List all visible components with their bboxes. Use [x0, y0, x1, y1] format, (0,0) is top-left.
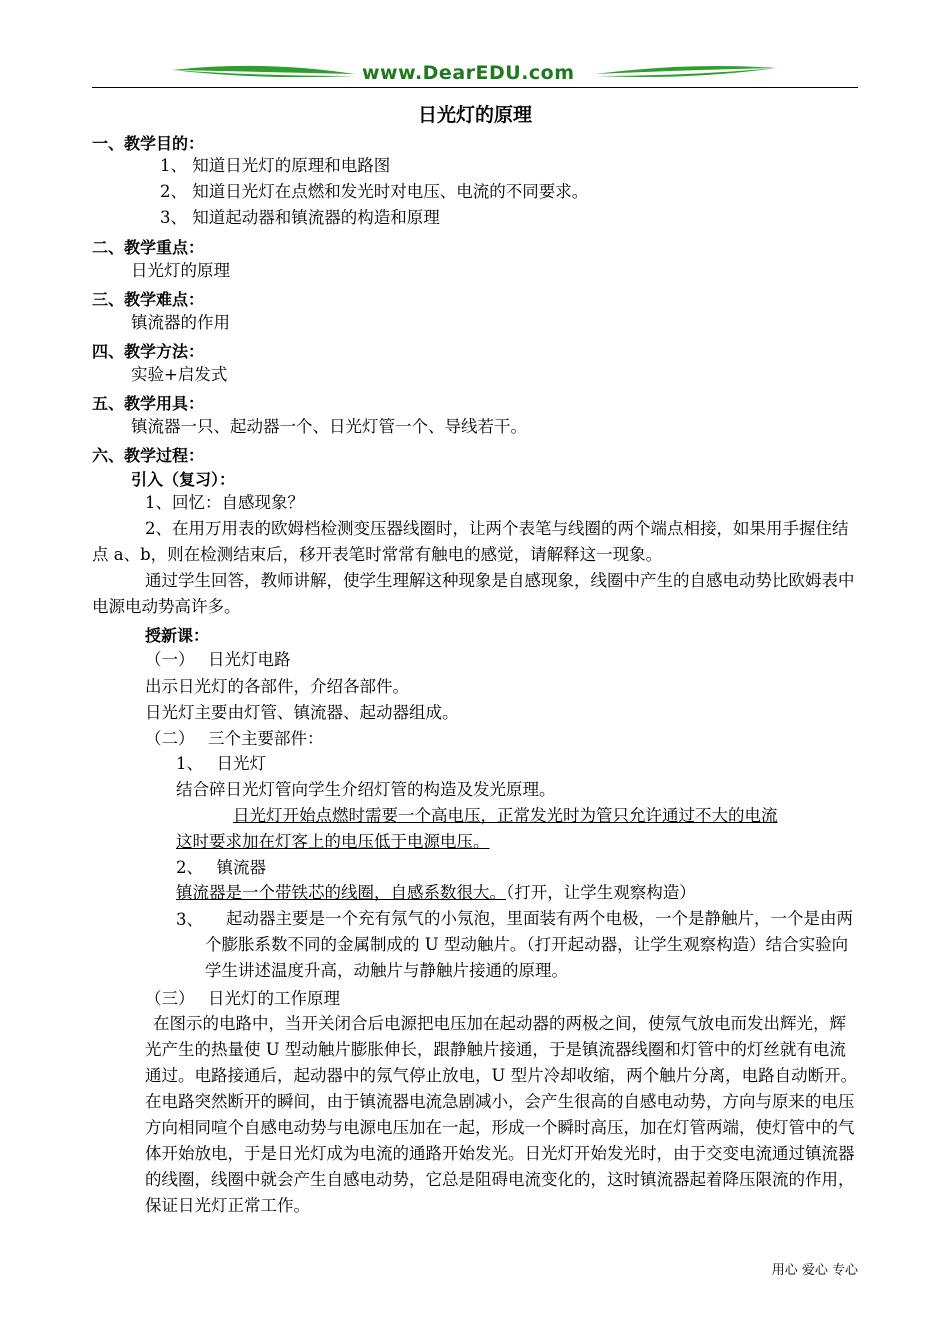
part-3-heading: （三） 日光灯的工作原理	[145, 989, 340, 1008]
section-5-text: 镇流器一只、起动器一个、日光灯管一个、导线若干。	[131, 417, 527, 436]
item-2-heading: 2、 镇流器	[176, 858, 266, 877]
page-title: 日光灯的原理	[417, 104, 532, 126]
item-2-note: （打开，让学生观察构造）	[506, 883, 696, 902]
section-4-heading: 四、教学方法：	[92, 342, 205, 361]
section-2-heading: 二、教学重点：	[92, 238, 205, 257]
item-3-number: 3、	[176, 910, 203, 929]
part-1-line: 日光灯主要由灯管、镇流器、起动器组成。	[145, 703, 459, 722]
intro-question: 1、回忆：自感现象？	[145, 493, 304, 512]
part-1-line: 出示日光灯的各部件，介绍各部件。	[145, 677, 409, 696]
footer-slogan: 用心 爱心 专心	[771, 1263, 858, 1278]
section-6-heading: 六、教学过程：	[92, 446, 205, 465]
new-lesson-heading: 授新课：	[145, 626, 210, 645]
section-3-text: 镇流器的作用	[131, 313, 230, 332]
item-2-underlined-text: 镇流器是一个带铁芯的线圈，自感系数很大。	[176, 883, 506, 902]
goal-item: 1、 知道日光灯的原理和电路图	[160, 156, 391, 175]
item-3-text-content: 起动器主要是一个充有氖气的小氖泡，里面装有两个电极，一个是静触片，一个是由两个膨胀系数不同的金属制成的 U 型动触片。（打开起动器，让学生观察构造）结合实验向学生讲述温度升高，动触片与静触片接通的原理。	[205, 909, 853, 980]
goal-item: 2、 知道日光灯在点燃和发光时对电压、电流的不同要求。	[160, 182, 589, 201]
header-banner	[0, 58, 950, 98]
header-rule	[92, 87, 858, 88]
section-1-heading: 一、教学目的：	[92, 134, 205, 153]
section-4-text: 实验+启发式	[131, 365, 228, 384]
goal-item: 3、 知道起动器和镇流器的构造和原理	[160, 208, 440, 227]
intro-explanation: 通过学生回答，教师讲解，使学生理解这种现象是自感现象，线圈中产生的自感电动势比欧姆表中电源电动势高许多。	[92, 571, 855, 616]
intro-paragraph: 2、在用万用表的欧姆档检测变压器线圈时，让两个表笔与线圈的两个端点相接，如果用手握住结点 a、b，则在检测结束后，移开表笔时常常有触电的感觉，请解释这一现象。	[92, 519, 849, 564]
item-1-underlined-line: 日光灯开始点燃时需要一个高电压，正常发光时为管只允许通过不大的电流	[233, 806, 778, 825]
section-5-heading: 五、教学用具：	[92, 394, 205, 413]
item-1-line: 结合碎日光灯管向学生介绍灯管的构造及发光原理。	[176, 780, 556, 799]
part-2-heading: （二） 三个主要部件：	[145, 729, 324, 748]
intro-heading: 引入（复习）：	[131, 470, 236, 489]
part-1-heading: （一） 日光灯电路	[145, 650, 291, 669]
item-1-heading: 1、 日光灯	[176, 754, 266, 773]
item-1-underlined-line: 这时要求加在灯客上的电压低于电源电压。	[176, 832, 490, 851]
part-3-paragraph: 在图示的电路中，当开关闭合后电源把电压加在起动器的两极之间，使氖气放电而发出辉光，辉光产生的热量使 U 型动触片膨胀伸长，跟静触片接通，于是镇流器线圈和灯管中的灯丝就有电流通过。电路接通后，起动器中的氖气停止放电，U 型片冷却收缩，两个触片分离，电路自动断开。在电路突然断开的瞬间，由于镇流器电流急剧减小，会产生很高的自感电动势，方向与原来的电压方向相同喧个自感电动势与电源电压加在一起，形成一个瞬时高压，加在灯管两端，使灯管中的气体开始放电，于是日光灯成为电流的通路开始发光。日光灯开始发光时，由于交变电流通过镇流器的线圈，线圈中就会产生自感电动势，它总是阻碍电流变化的，这时镇流器起着降压限流的作用，保证日光灯正常工作。	[145, 1014, 858, 1215]
section-3-heading: 三、教学难点：	[92, 290, 205, 309]
section-2-text: 日光灯的原理	[131, 261, 230, 280]
logo-text: www.DearEDU.com	[362, 62, 575, 84]
item-3-text	[205, 906, 863, 984]
item-2-line	[176, 881, 696, 905]
